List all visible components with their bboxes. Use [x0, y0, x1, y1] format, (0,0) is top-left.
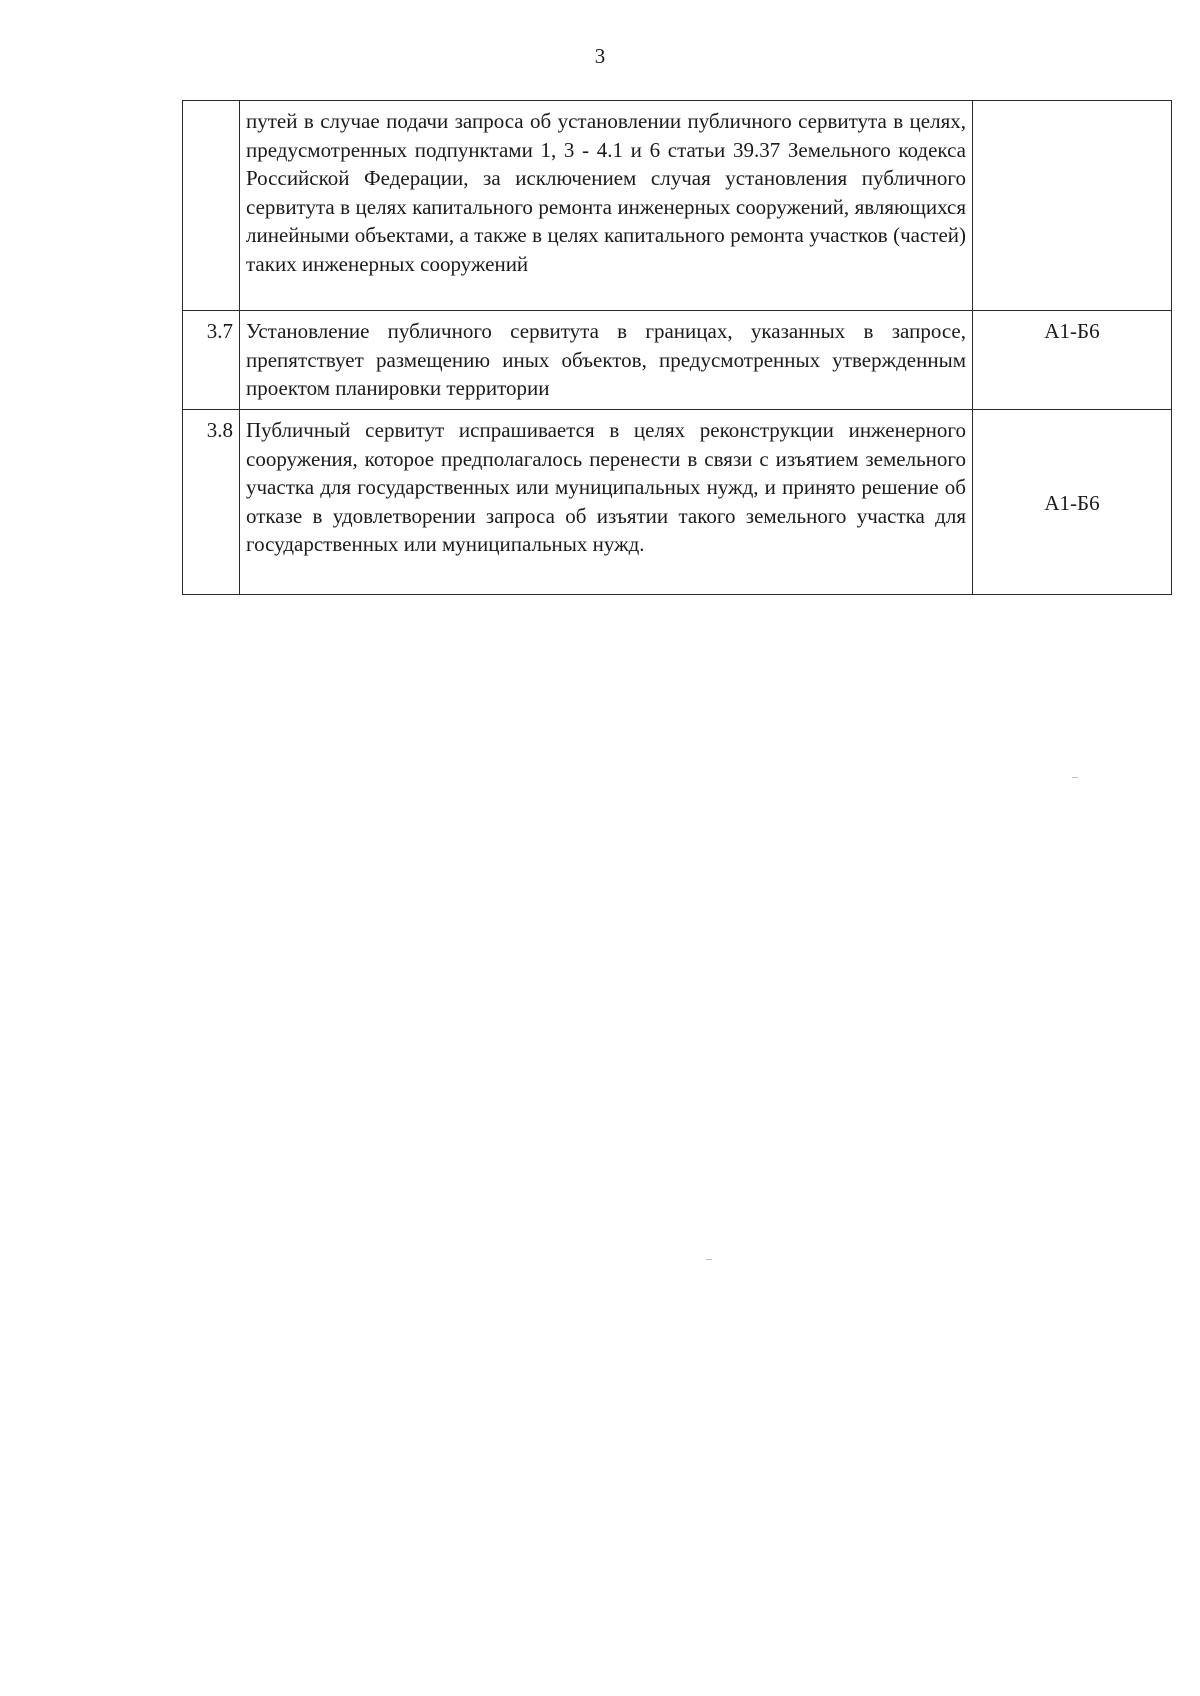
- page-number: 3: [594, 44, 606, 68]
- row-code: [973, 101, 1172, 311]
- row-number: [183, 101, 240, 311]
- row-number: 3.8: [183, 410, 240, 595]
- requirements-table: [182, 100, 1172, 595]
- row-code: А1-Б6: [973, 410, 1172, 595]
- table-row: [183, 311, 1172, 410]
- scan-speck: [706, 1259, 712, 1260]
- row-number: 3.7: [183, 311, 240, 410]
- row-text: путей в случае подачи запроса об установлении публичного сервитута в целях, предусмотренных подпунктами 1, 3 - 4.1 и 6 статьи 39.37 Земельного кодекса Российской Федерации, за исключением случая установления публичного сервитута в целях капитального ремонта инженерных сооружений, являющихся линейными объектами, а также в целях капитального ремонта участков (частей) таких инженерных сооружений: [240, 101, 973, 311]
- scan-speck: [1072, 777, 1078, 778]
- table-row: [183, 101, 1172, 311]
- row-text: Установление публичного сервитута в границах, указанных в запросе, препятствует размещению иных объектов, предусмотренных утвержденным проектом планировки территории: [240, 311, 973, 410]
- row-code: А1-Б6: [973, 311, 1172, 410]
- row-text: Публичный сервитут испрашивается в целях реконструкции инженерного сооружения, которое предполагалось перенести в связи с изъятием земельного участка для государственных или муниципальных нужд, и принято решение об отказе в удовлетворении запроса об изъятии такого земельного участка для государственных или муниципальных нужд.: [240, 410, 973, 595]
- table-row: [183, 410, 1172, 595]
